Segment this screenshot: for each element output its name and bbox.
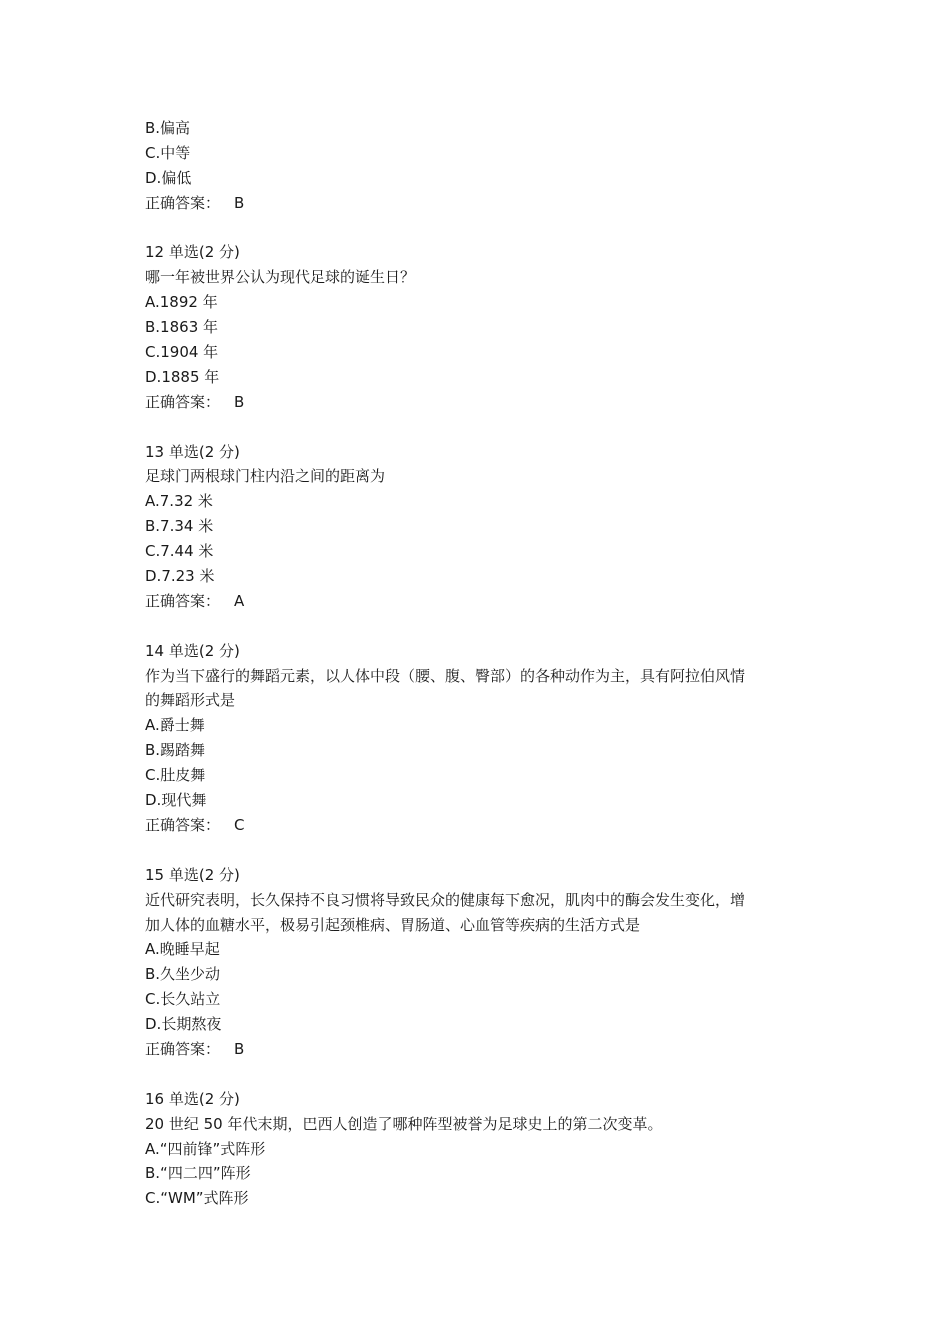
answer-label: 正确答案： (145, 392, 221, 411)
answer-label: 正确答案： (145, 591, 221, 610)
answer-value: B (234, 392, 245, 411)
spacer (145, 216, 810, 241)
option: A.7.32 米 (145, 492, 213, 511)
spacer (145, 415, 810, 440)
option: C.长久站立 (145, 990, 221, 1009)
question-header: 12 单选(2 分) (145, 243, 240, 262)
answer-label: 正确答案： (145, 1039, 221, 1058)
option: B.久坐少动 (145, 965, 221, 984)
option: C.1904 年 (145, 343, 219, 362)
answer-line (145, 813, 810, 838)
option: D.7.23 米 (145, 567, 215, 586)
spacer (145, 614, 810, 639)
answer-line (145, 390, 810, 415)
document-content (145, 116, 810, 1211)
question-stem: 20 世纪 50 年代末期，巴西人创造了哪种阵型被誉为足球史上的第二次变革。 (145, 1114, 663, 1133)
option: B.1863 年 (145, 318, 219, 337)
question-header: 14 单选(2 分) (145, 641, 240, 660)
question-stem: 作为当下盛行的舞蹈元素，以人体中段（腰、腹、臀部）的各种动作为主，具有阿拉伯风情 (145, 666, 746, 685)
answer-value: B (234, 193, 245, 212)
answer-label: 正确答案： (145, 815, 221, 834)
answer-value: C (234, 815, 245, 834)
question-stem: 哪一年被世界公认为现代足球的诞生日？ (145, 268, 416, 287)
option: D.现代舞 (145, 791, 207, 810)
answer-line (145, 1037, 810, 1062)
question-header: 15 单选(2 分) (145, 865, 240, 884)
question-stem: 近代研究表明，长久保持不良习惯将导致民众的健康每下愈况，肌肉中的酶会发生变化，增 (145, 890, 746, 909)
spacer (145, 838, 810, 863)
option: B.“四二四”阵形 (145, 1164, 251, 1183)
option: A.晚睡早起 (145, 940, 220, 959)
answer-value: A (234, 591, 245, 610)
option: A.“四前锋”式阵形 (145, 1139, 266, 1158)
option: C.7.44 米 (145, 542, 214, 561)
option: A.1892 年 (145, 293, 218, 312)
question-stem: 加人体的血糖水平，极易引起颈椎病、胃肠道、心血管等疾病的生活方式是 (145, 915, 641, 934)
option: C.中等 (145, 143, 191, 162)
option: B.踢踏舞 (145, 741, 206, 760)
answer-label: 正确答案： (145, 193, 221, 212)
option: D.1885 年 (145, 367, 220, 386)
question-header: 13 单选(2 分) (145, 442, 240, 461)
question-stem: 足球门两根球门柱内沿之间的距离为 (145, 467, 386, 486)
question-header: 16 单选(2 分) (145, 1089, 240, 1108)
answer-line (145, 191, 810, 216)
option: B.偏高 (145, 119, 191, 137)
answer-value: B (234, 1039, 245, 1058)
answer-line (145, 589, 810, 614)
option: C.“WM”式阵形 (145, 1189, 249, 1208)
option: D.偏低 (145, 168, 192, 187)
option: B.7.34 米 (145, 517, 214, 536)
question-stem: 的舞蹈形式是 (145, 691, 236, 710)
option: A.爵士舞 (145, 716, 205, 735)
spacer (145, 1062, 810, 1087)
option: D.长期熬夜 (145, 1015, 222, 1034)
option: C.肚皮舞 (145, 766, 206, 785)
